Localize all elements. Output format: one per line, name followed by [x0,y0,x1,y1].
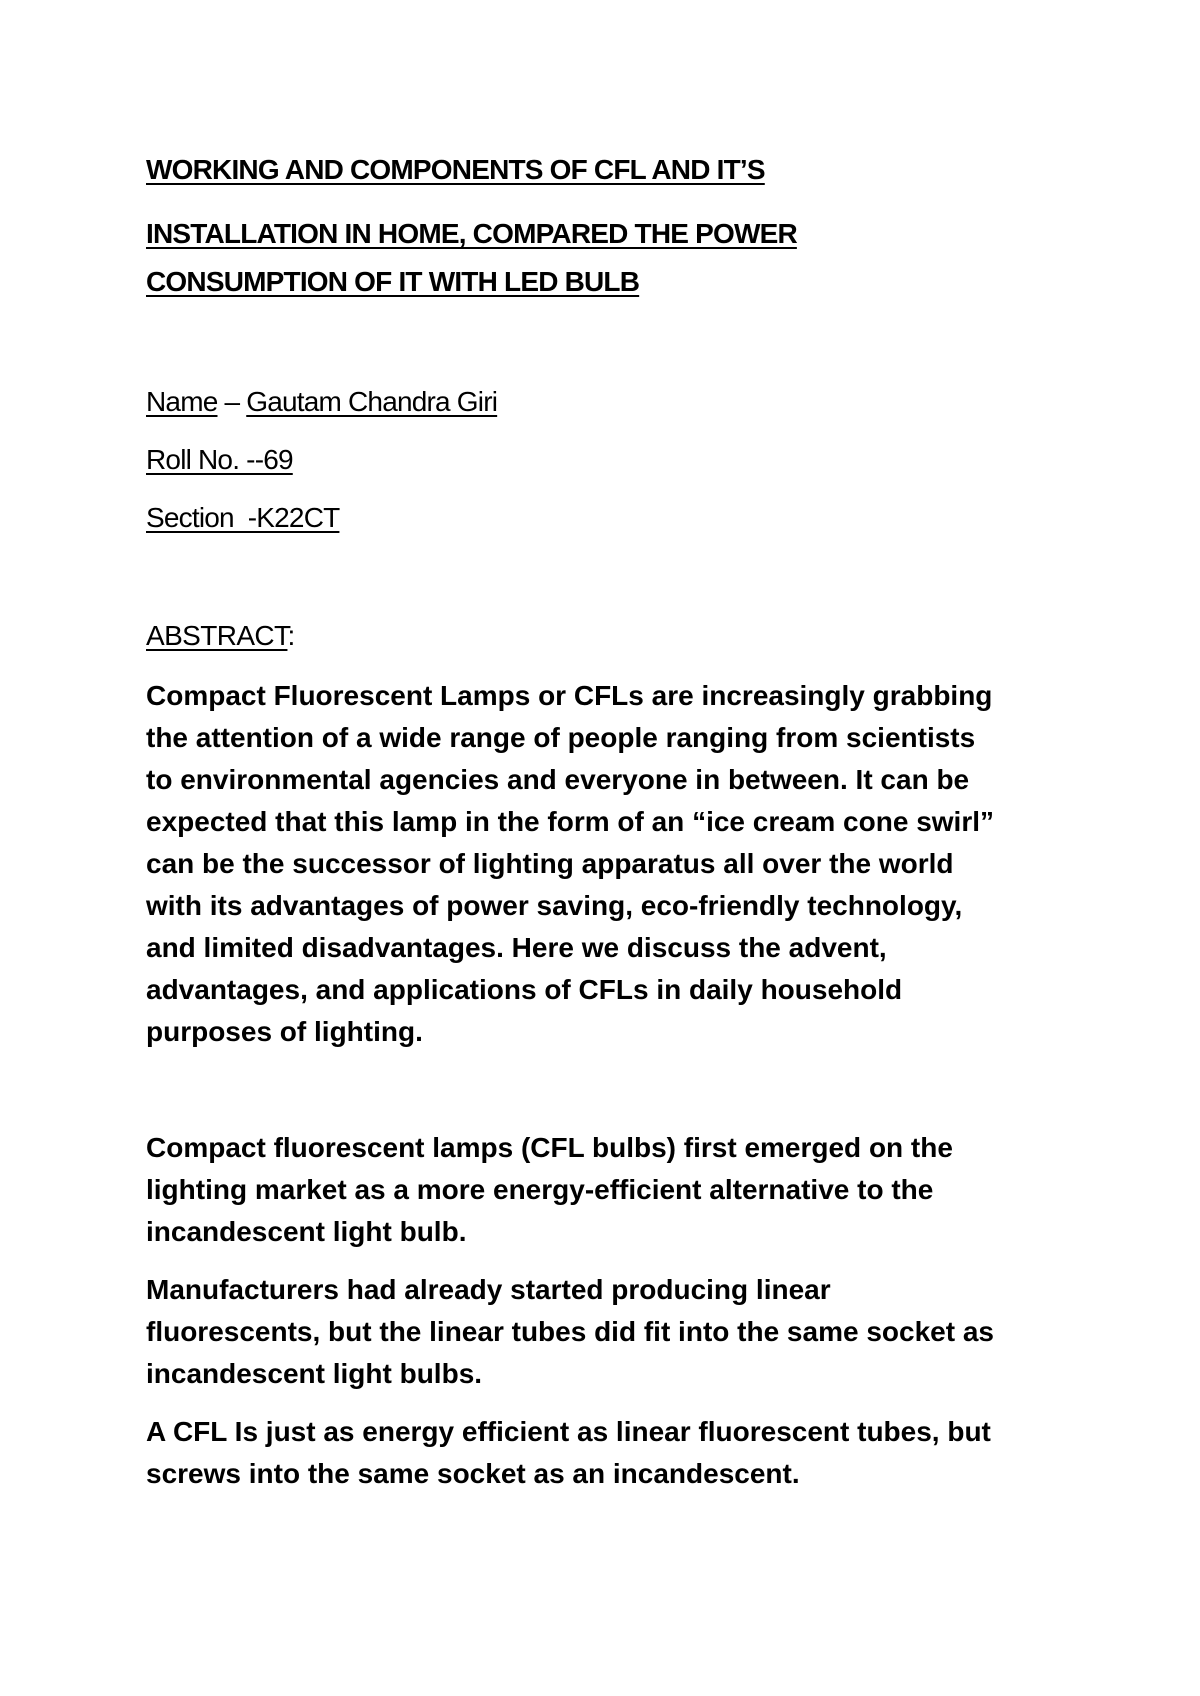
abstract-heading-colon: : [287,620,295,651]
title-line-1: WORKING AND COMPONENTS OF CFL AND IT’S [146,154,765,185]
paragraph-1-line: lighting market as a more energy-efficient alternative to the [146,1174,934,1205]
name-value: Gautam Chandra Giri [246,386,498,417]
abstract-line: and limited disadvantages. Here we discuss the advent, [146,932,887,963]
abstract-line: purposes of lighting. [146,1016,423,1047]
paragraph-3-line: screws into the same socket as an incandescent. [146,1458,800,1489]
roll-number: Roll No. --69 [146,444,293,475]
name-line [146,384,497,420]
paragraph-2-line: Manufacturers had already started producing linear [146,1274,831,1305]
abstract-line: advantages, and applications of CFLs in daily household [146,974,903,1005]
name-separator: – [217,386,247,417]
abstract-line: Compact Fluorescent Lamps or CFLs are increasingly grabbing [146,680,993,711]
paragraph-1-line: incandescent light bulb. [146,1216,467,1247]
title-line-2: INSTALLATION IN HOME, COMPARED THE POWER [146,218,797,249]
paragraph-2-line: fluorescents, but the linear tubes did fit into the same socket as [146,1316,994,1347]
title-line-3: CONSUMPTION OF IT WITH LED BULB [146,266,640,297]
name-label: Name [146,386,218,417]
abstract-heading [146,618,295,654]
abstract-line: to environmental agencies and everyone in between. It can be [146,764,970,795]
paragraph-3-line: A CFL Is just as energy efficient as linear fluorescent tubes, but [146,1416,991,1447]
abstract-heading-text: ABSTRACT [146,620,288,651]
abstract-line: can be the successor of lighting apparatus all over the world [146,848,954,879]
abstract-line: the attention of a wide range of people ranging from scientists [146,722,976,753]
abstract-line: with its advantages of power saving, eco-friendly technology, [146,890,963,921]
paragraph-2-line: incandescent light bulbs. [146,1358,483,1389]
section: Section -K22CT [146,502,340,533]
paragraph-1-line: Compact fluorescent lamps (CFL bulbs) first emerged on the [146,1132,953,1163]
abstract-line: expected that this lamp in the form of an “ice cream cone swirl” [146,806,994,837]
